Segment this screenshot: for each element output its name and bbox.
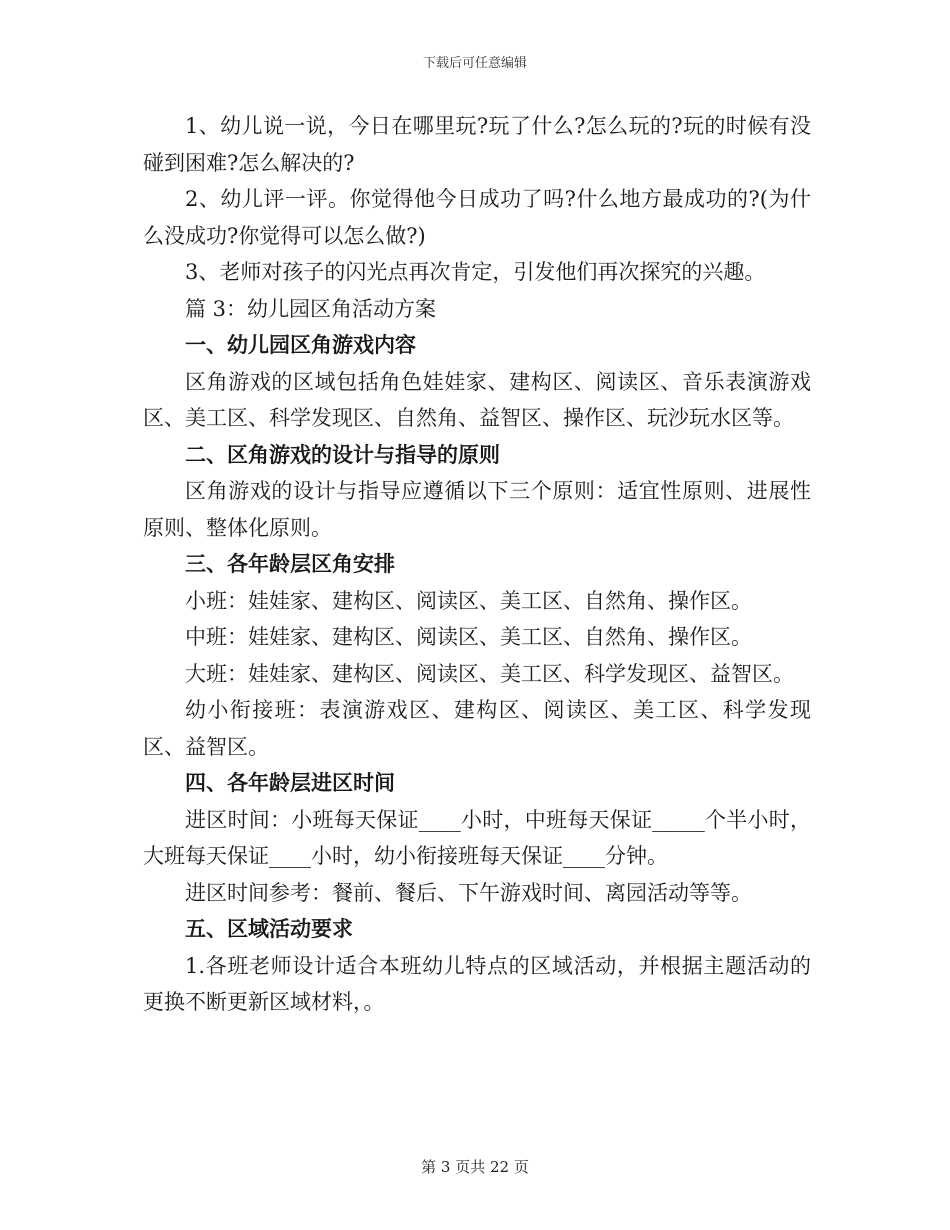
paragraph-big-class: 大班：娃娃家、建构区、阅读区、美工区、科学发现区、益智区。: [185, 661, 794, 686]
heading-3: 三、各年龄层区角安排: [185, 551, 395, 576]
paragraph-entry-reference: 进区时间参考：餐前、餐后、下午游戏时间、离园活动等等。: [185, 880, 752, 905]
paragraph-3: 3、老师对孩子的闪光点再次肯定，引发他们再次探究的兴趣。: [185, 260, 766, 284]
paragraph-2: 2、幼儿评一评。你觉得他今日成功了吗?什么地方最成功的?(为什么没成功?你觉得可以怎么做?): [143, 187, 811, 248]
page-header: 下载后可任意编辑: [422, 56, 527, 71]
paragraph-transition-class: 幼小衔接班：表演游戏区、建构区、阅读区、美工区、科学发现区、益智区。: [143, 698, 811, 759]
paragraph-requirement-1: 1.各班老师设计适合本班幼儿特点的区域活动，并根据主题活动的更换不断更新区域材料，。: [143, 953, 811, 1014]
section-title: 篇 3：幼儿园区角活动方案: [185, 296, 437, 321]
heading-4: 四、各年龄层进区时间: [185, 770, 395, 795]
paragraph-1: 1、幼儿说一说，今日在哪里玩?玩了什么?怎么玩的?玩的时候有没碰到困难?怎么解决的?: [143, 114, 811, 175]
heading-5: 五、区域活动要求: [185, 916, 353, 941]
document-body: [143, 108, 811, 1021]
heading-1: 一、幼儿园区角游戏内容: [185, 332, 416, 357]
paragraph-small-class: 小班：娃娃家、建构区、阅读区、美工区、自然角、操作区。: [185, 588, 752, 613]
heading-2: 二、区角游戏的设计与指导的原则: [185, 441, 500, 467]
paragraph-entry-time: 进区时间：小班每天保证____小时，中班每天保证_____个半小时，大班每天保证____小时，幼小衔接班每天保证____分钟。: [143, 807, 811, 868]
paragraph-4: 区角游戏的区域包括角色娃娃家、建构区、阅读区、音乐表演游戏区、美工区、科学发现区、自然角、益智区、操作区、玩沙玩水区等。: [143, 369, 811, 430]
paragraph-middle-class: 中班：娃娃家、建构区、阅读区、美工区、自然角、操作区。: [185, 625, 752, 649]
page-footer: 第 3 页共 22 页: [421, 1158, 529, 1176]
paragraph-5: 区角游戏的设计与指导应遵循以下三个原则：适宜性原则、进展性原则、整体化原则。: [143, 479, 811, 540]
